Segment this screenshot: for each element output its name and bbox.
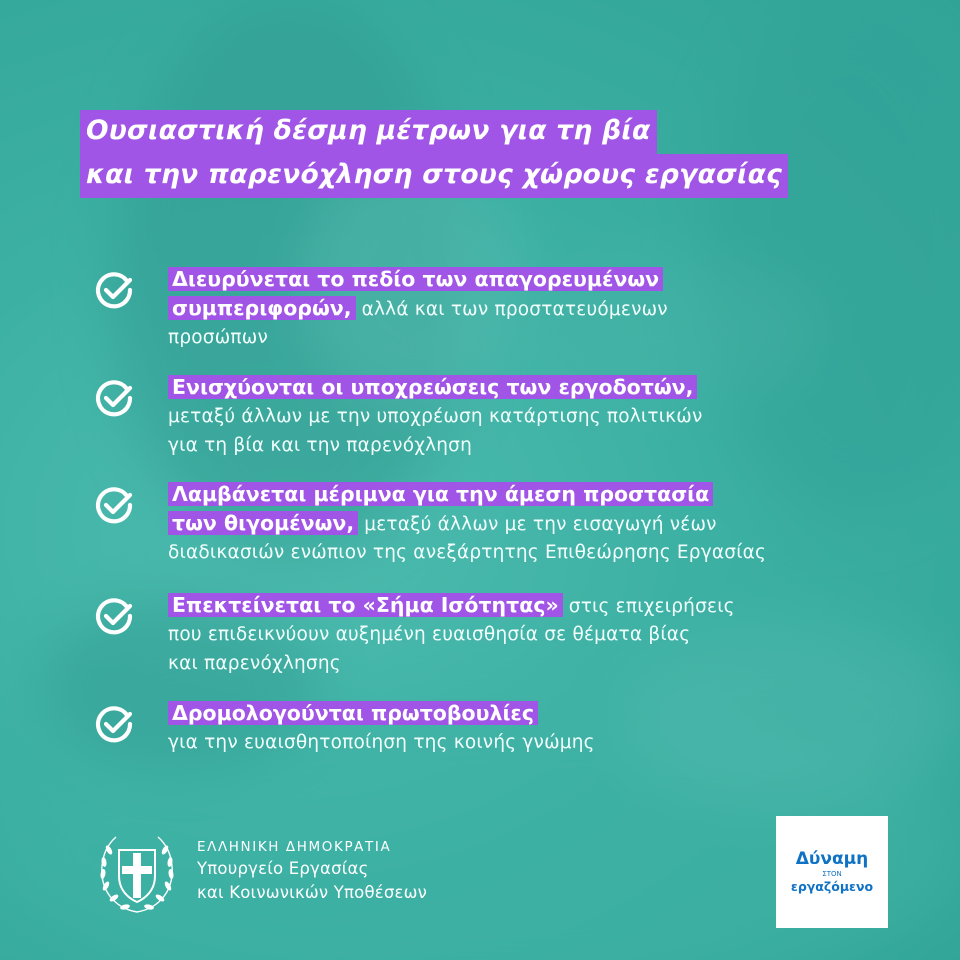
list-item-text	[168, 591, 928, 678]
list-item-row	[168, 480, 928, 509]
list-item-row	[168, 649, 928, 678]
list-item-row	[168, 373, 928, 402]
list-item-row	[168, 728, 928, 757]
highlighted-text: συμπεριφορών,	[168, 296, 356, 320]
ministry-signature	[197, 837, 427, 905]
plain-text: για την ευαισθητοποίηση της κοινής γνώμης	[168, 732, 595, 753]
page-title	[80, 110, 788, 198]
list-item-row	[168, 699, 928, 728]
list-item-row	[168, 402, 928, 431]
plain-text: μεταξύ άλλων με την υποχρέωση κατάρτισης πολιτικών	[168, 406, 703, 427]
check-circle-icon	[95, 271, 133, 309]
highlighted-text: των θιγομένων,	[168, 511, 358, 535]
list-item-row	[168, 265, 928, 294]
highlighted-text: Ενισχύονται οι υποχρεώσεις των εργοδοτών,	[168, 375, 697, 399]
list-item-row	[168, 294, 928, 323]
check-circle-icon	[95, 705, 133, 743]
plain-text: μεταξύ άλλων με την εισαγωγή νέων	[358, 514, 717, 535]
logo-line-2: ΣΤΟΝ	[822, 870, 842, 878]
logo-line-3: εργαζόμενο	[790, 879, 874, 894]
title-line-1: Ουσιαστική δέσμη μέτρων για τη βία	[80, 110, 657, 154]
highlighted-text: Επεκτείνεται το «Σήμα Ισότητας»	[168, 593, 563, 617]
plain-text: στις επιχειρήσεις	[562, 596, 735, 617]
check-circle-icon	[95, 486, 133, 524]
highlighted-text: Διευρύνεται το πεδίο των απαγορευμένων	[168, 267, 663, 291]
plain-text: για τη βία και την παρενόχληση	[168, 435, 473, 456]
list-item-text	[168, 699, 928, 757]
check-circle-icon	[95, 597, 133, 635]
list-item-text	[168, 373, 928, 460]
list-item-text	[168, 265, 928, 352]
title-line-2: και την παρενόχληση στους χώρους εργασίας	[80, 154, 788, 198]
check-circle-icon	[95, 379, 133, 417]
ministry-name-line-1: Υπουργείο Εργασίας	[197, 859, 369, 878]
list-item-row	[168, 431, 928, 460]
greek-coat-of-arms-icon	[92, 828, 182, 918]
highlighted-text: Δρομολογούνται πρωτοβουλίες	[168, 701, 538, 725]
plain-text: και παρενόχλησης	[168, 653, 341, 674]
list-item-row	[168, 538, 928, 567]
list-item-row	[168, 620, 928, 649]
plain-text: που επιδεικνύουν αυξημένη ευαισθησία σε θέματα βίας	[168, 624, 691, 645]
highlighted-text: Λαμβάνεται μέριμνα για την άμεση προστασία	[168, 482, 713, 506]
list-item-row	[168, 509, 928, 538]
list-item-row	[168, 323, 928, 352]
list-item-text	[168, 480, 928, 567]
campaign-logo	[776, 816, 888, 928]
plain-text: διαδικασιών ενώπιον της ανεξάρτητης Επιθεώρησης Εργασίας	[168, 542, 767, 563]
plain-text: προσώπων	[168, 327, 268, 348]
plain-text: αλλά και των προστατευόμενων	[355, 299, 668, 320]
logo-line-1: Δύναμη	[795, 849, 869, 869]
list-item-row	[168, 591, 928, 620]
republic-label: ΕΛΛΗΝΙΚΗ ΔΗΜΟΚΡΑΤΙΑ	[197, 839, 392, 855]
ministry-name-line-2: και Κοινωνικών Υποθέσεων	[197, 883, 428, 902]
